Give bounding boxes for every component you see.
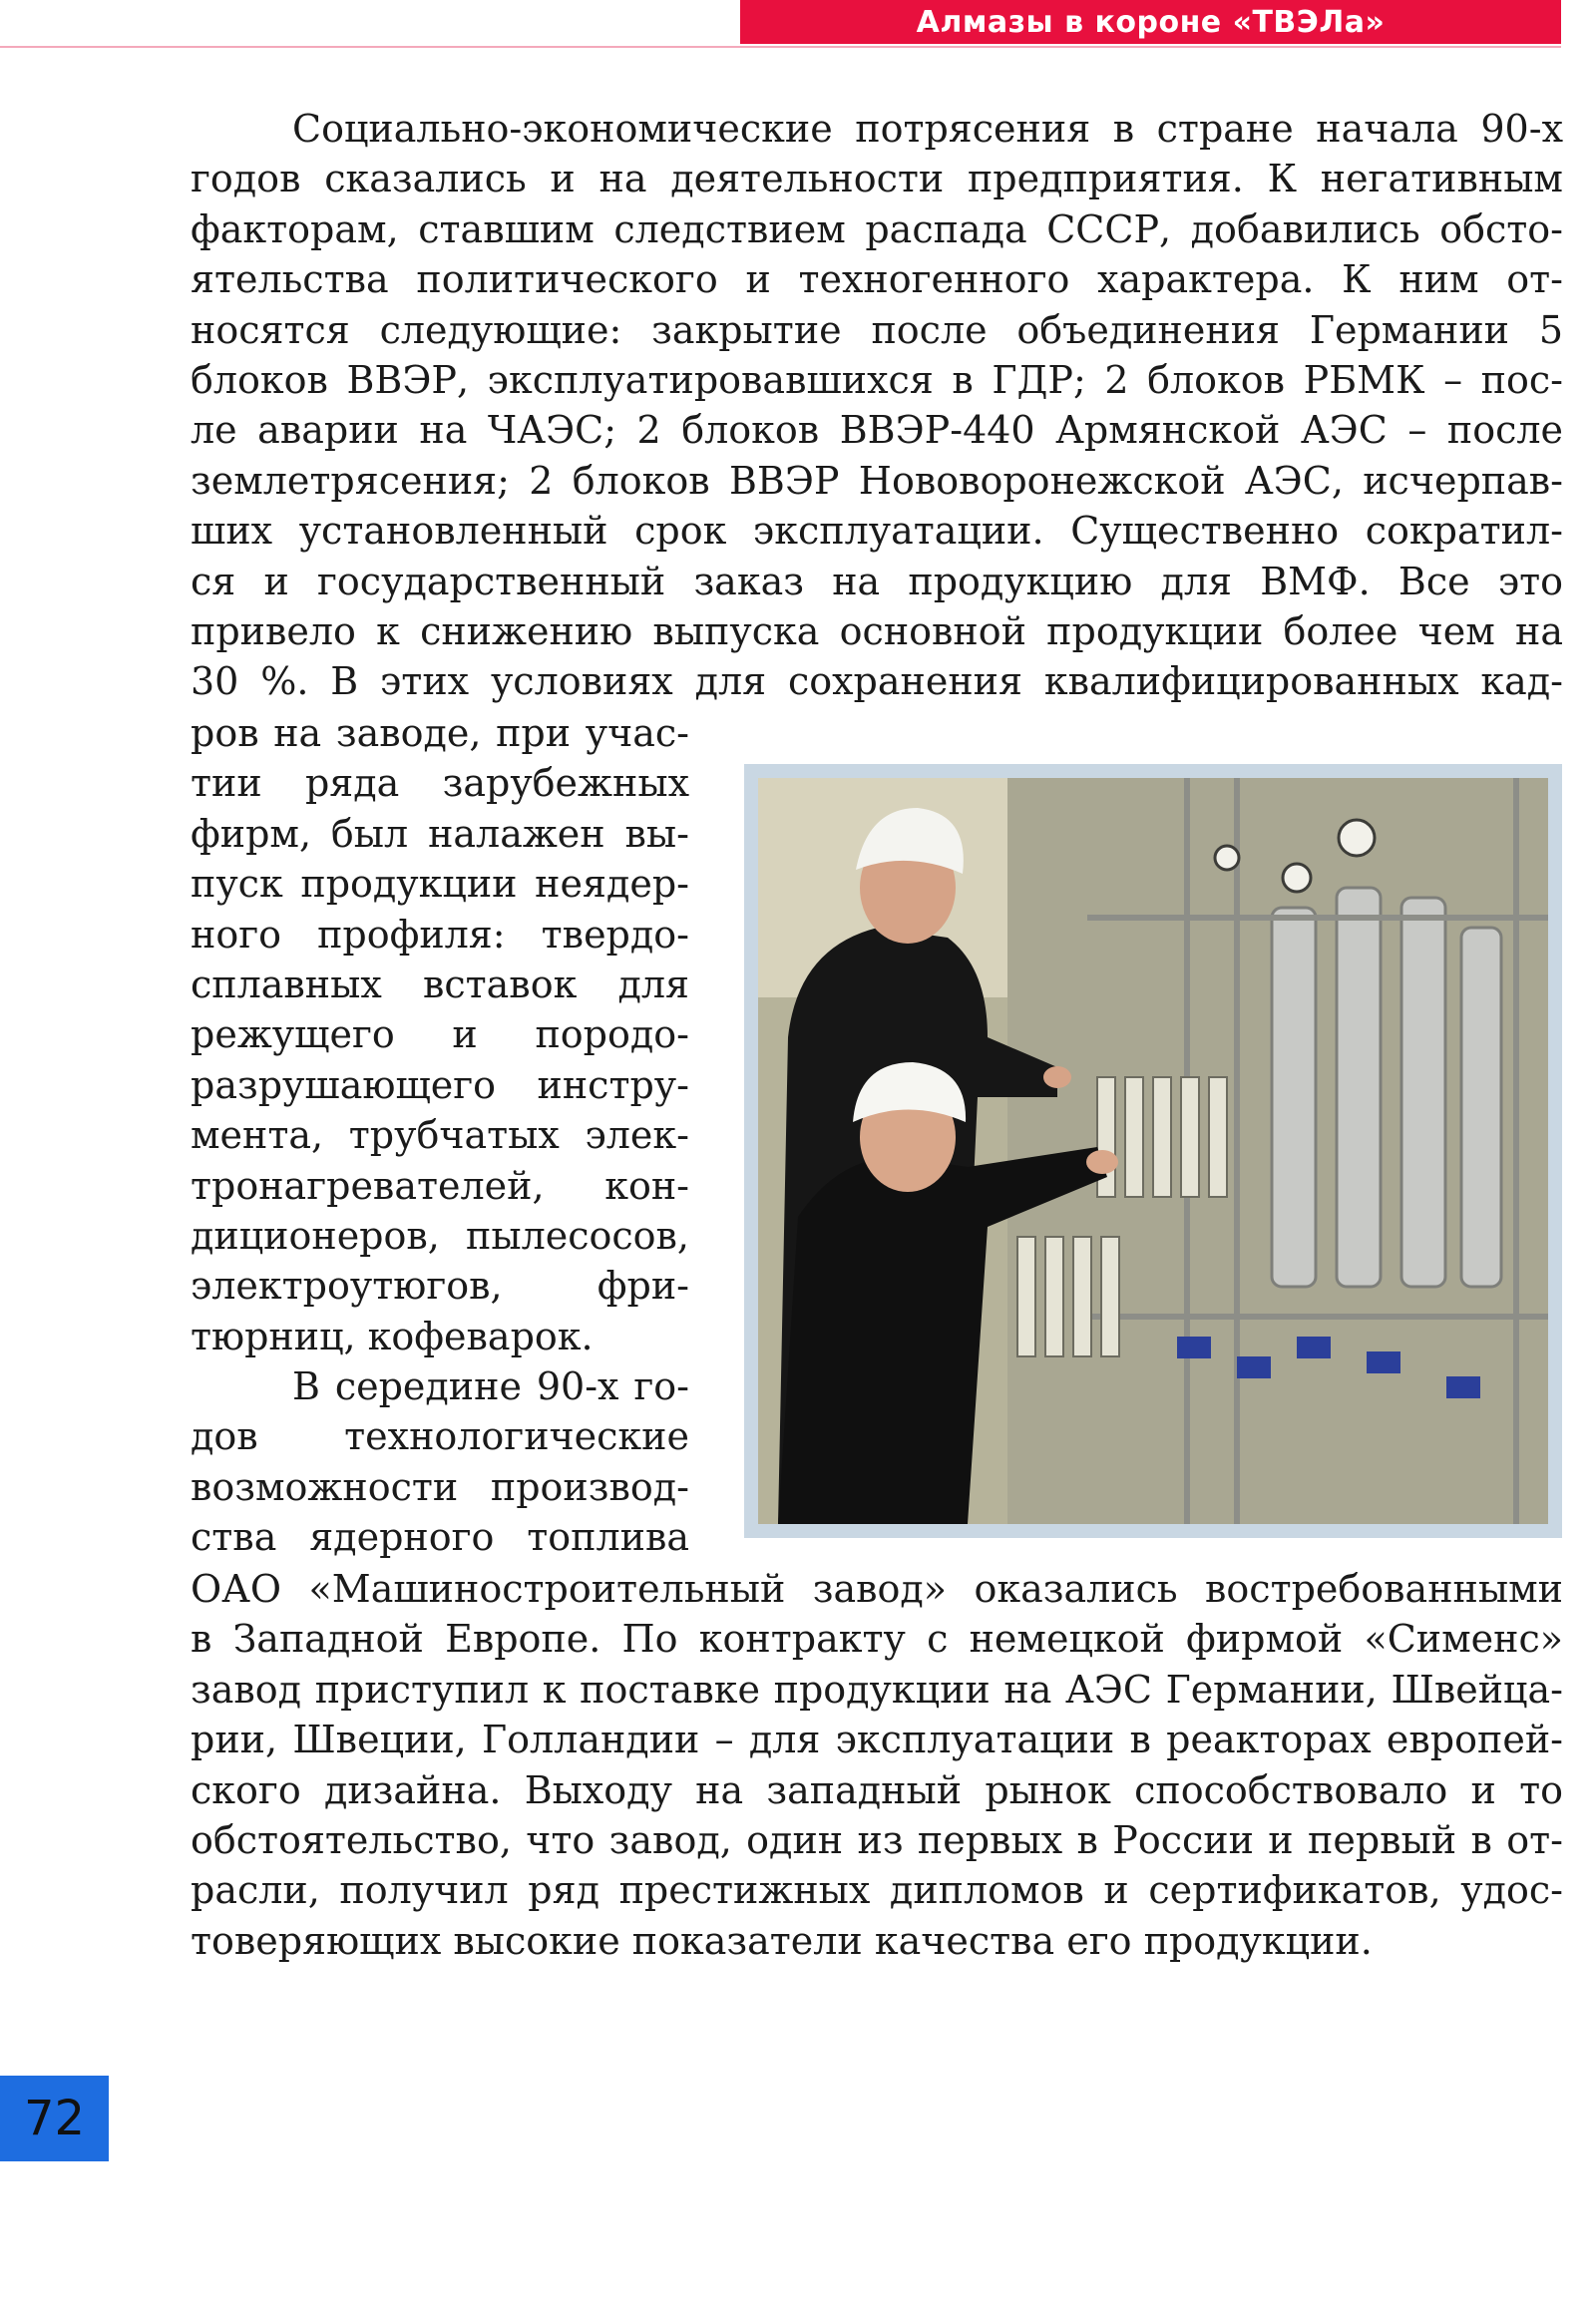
photo-frame [744,764,1562,1538]
narrow-line: ного профиля: твердо- [191,912,689,957]
narrow-line: режущего и породо- [191,1012,689,1057]
narrow-line: электроутюгов, фри- [191,1264,689,1309]
intro-paragraph [191,104,1563,707]
outro-line: ского дизайна. Выходу на западный рынок способствовало и то [191,1767,1563,1812]
narrow-line: тронагревателей, кон- [191,1163,689,1208]
intro-line: носятся следующие: закрытие после объединения Германии 5 [191,307,1563,352]
outro-line: расли, получил ряд престижных дипломов и сертификатов, удос- [191,1868,1563,1913]
narrow-line: мента, трубчатых элек- [191,1113,689,1158]
narrow-line: ров на заводе, при учас- [191,711,689,755]
intro-line: ле аварии на ЧАЭС; 2 блоков ВВЭР-440 Армянской АЭС – после [191,408,1563,453]
intro-line: факторам, ставшим следствием распада СССР, добавились обсто- [191,206,1563,251]
narrow-line: тии ряда зарубежных [191,761,689,806]
narrow-column-text [191,708,689,1563]
outro-paragraph [191,1564,1563,1966]
narrow-line: возможности производ- [191,1464,689,1509]
running-header: Алмазы в короне «ТВЭЛа» [740,0,1561,44]
narrow-line: фирм, был налажен вы- [191,811,689,856]
photo-illustration [758,778,1548,1524]
intro-line: годов сказались и на деятельности предприятия. К негативным [191,157,1563,201]
outro-line: завод приступил к поставке продукции на АЭС Германии, Швейца- [191,1667,1563,1712]
narrow-line: дов технологические [191,1414,689,1459]
intro-line: ся и государственный заказ на продукцию для ВМФ. Все это [191,559,1563,603]
outro-line: рии, Швеции, Голландии – для эксплуатации в реакторах европей- [191,1718,1563,1762]
narrow-line: ства ядерного топлива [191,1515,689,1560]
narrow-line: В середине 90-х го- [292,1364,689,1409]
narrow-line: тюрниц, кофеварок. [191,1314,594,1358]
header-rule [0,46,1561,48]
outro-line: обстоятельство, что завод, один из первых в России и первый в от- [191,1818,1563,1863]
outro-line: в Западной Европе. По контракту с немецкой фирмой «Сименс» [191,1617,1563,1662]
intro-line: землетрясения; 2 блоков ВВЭР Нововоронежской АЭС, исчерпав- [191,458,1563,503]
outro-line: ОАО «Машиностроительный завод» оказались востребованными [191,1567,1563,1611]
narrow-line: разрушающего инстру- [191,1062,689,1107]
intro-line: ших установленный срок эксплуатации. Существенно сократил- [191,509,1563,554]
intro-line: блоков ВВЭР, эксплуатировавшихся в ГДР; 2 блоков РБМК – пос- [191,358,1563,403]
intro-line: привело к снижению выпуска основной продукции более чем на [191,609,1563,654]
intro-line: 30 %. В этих условиях для сохранения квалифицированных кад- [191,659,1563,704]
intro-line: ятельства политического и техногенного характера. К ним от- [191,257,1563,302]
narrow-line: диционеров, пылесосов, [191,1213,689,1258]
page-number: 72 [0,2076,109,2161]
workers-at-equipment-photo [758,778,1548,1524]
intro-line: Социально-экономические потрясения в стране начала 90-х [292,107,1563,151]
outro-line: товеряющих высокие показатели качества его продукции. [191,1918,1373,1963]
narrow-line: пуск продукции неядер- [191,862,689,907]
narrow-line: сплавных вставок для [191,962,689,1006]
